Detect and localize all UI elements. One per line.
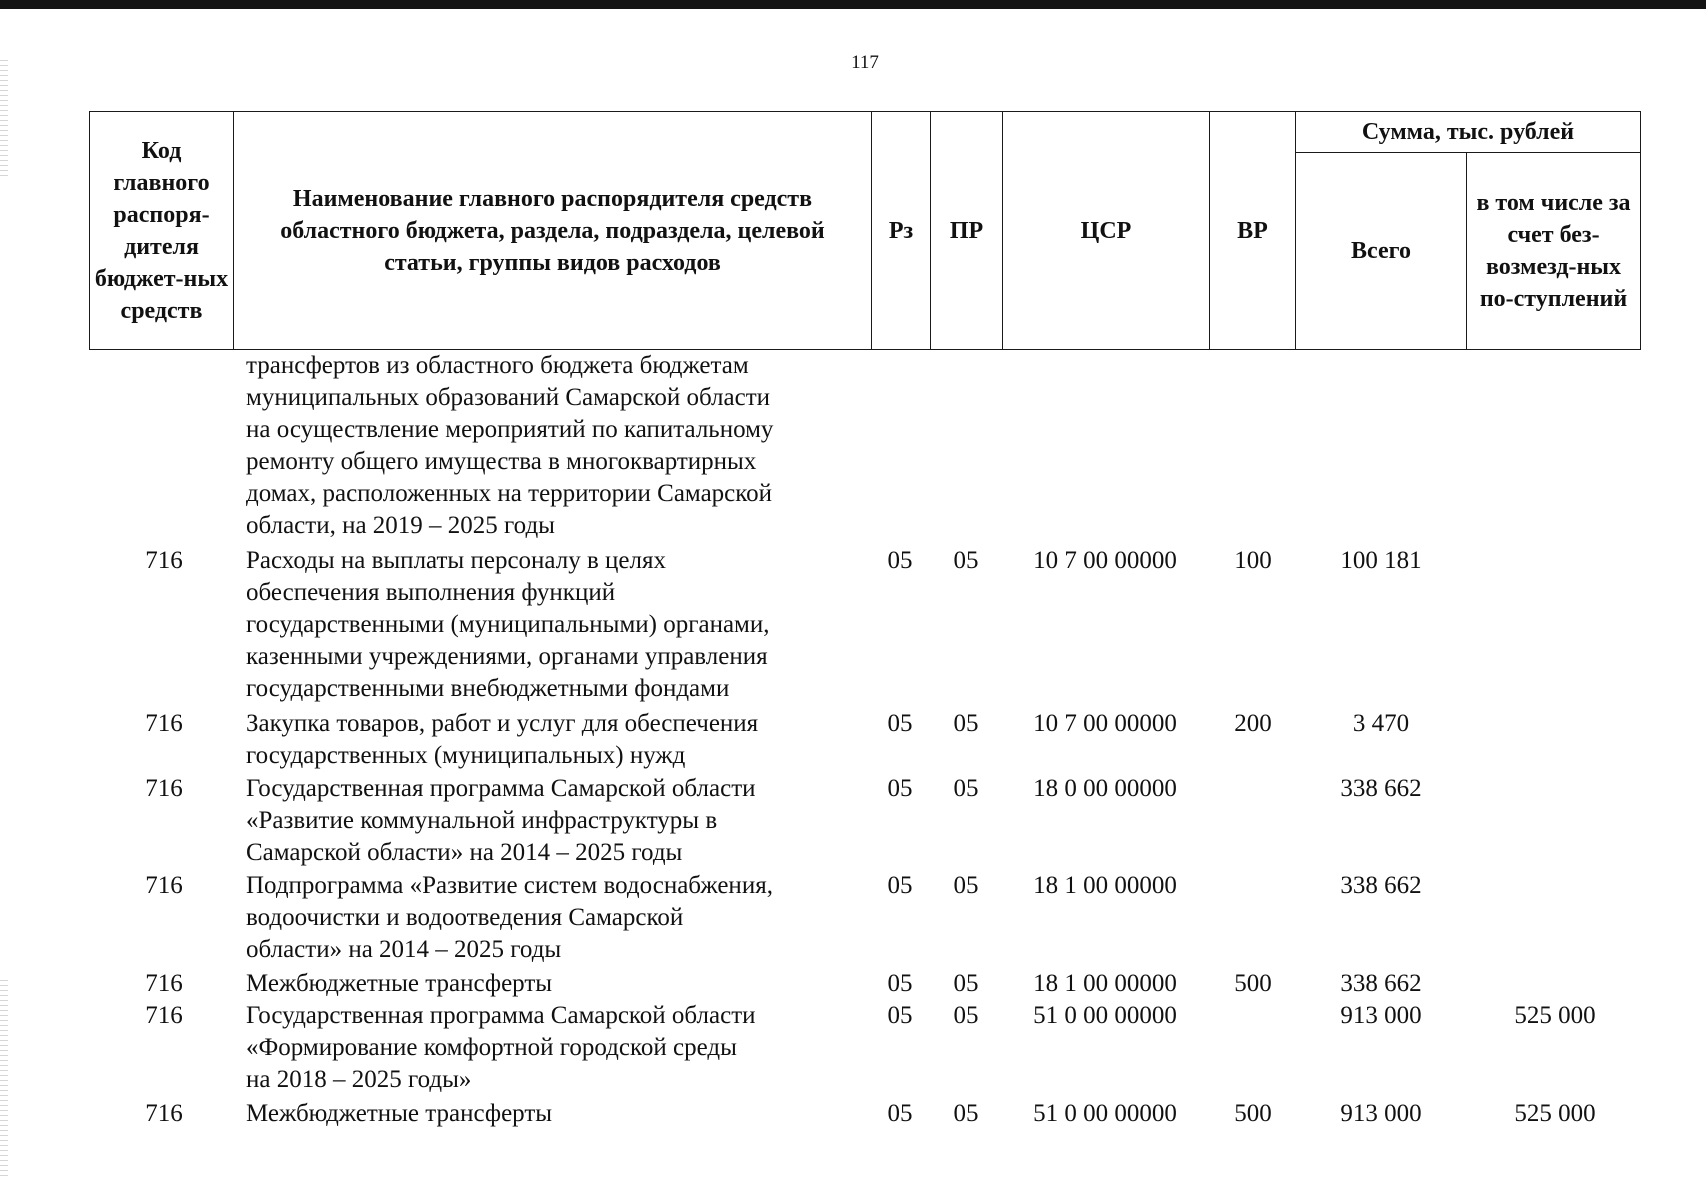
row-rz: 05 xyxy=(887,709,913,737)
scan-edge-noise xyxy=(0,60,8,180)
row-code: 716 xyxy=(145,774,183,802)
header-name: Наименование главного распорядителя средств областного бюджета, раздела, подраздела, целевой статьи, группы видов расходов xyxy=(234,112,872,350)
name-line: Подпрограмма «Развитие систем водоснабжения, xyxy=(246,872,773,899)
row-pr: 05 xyxy=(953,872,979,899)
name-line: государственными (муниципальными) органами, xyxy=(246,611,770,638)
row-name xyxy=(246,1000,866,1096)
name-line: «Развитие коммунальной инфраструктуры в xyxy=(246,806,718,834)
row-name xyxy=(246,870,866,966)
name-line: домах, расположенных на территории Самарской xyxy=(246,480,773,507)
page-number: 117 xyxy=(851,52,879,73)
name-line: на 2018 – 2025 годы» xyxy=(246,1066,472,1093)
header-grant: в том числе за счет без-возмезд-ных по-ступлений xyxy=(1467,153,1641,350)
row-pr: 05 xyxy=(953,774,979,802)
header-vr: ВР xyxy=(1210,112,1296,350)
name-line: Межбюджетные трансферты xyxy=(246,969,553,997)
row-total: 338 662 xyxy=(1340,969,1422,997)
row-csr: 18 1 00 00000 xyxy=(1033,872,1177,899)
row-csr: 18 0 00 00000 xyxy=(1033,774,1177,802)
name-line: области, на 2019 – 2025 годы xyxy=(246,512,555,539)
header-pr: ПР xyxy=(931,112,1003,350)
row-code: 716 xyxy=(145,969,183,997)
row-name xyxy=(246,773,866,869)
row-rz: 05 xyxy=(887,547,913,574)
row-grant: 525 000 xyxy=(1514,1099,1596,1127)
row-csr: 51 0 00 00000 xyxy=(1033,1099,1177,1127)
header-csr: ЦСР xyxy=(1003,112,1210,350)
row-name xyxy=(246,708,866,772)
row-total: 338 662 xyxy=(1340,774,1422,802)
name-line: муниципальных образований Самарской области xyxy=(246,384,771,411)
row-code: 716 xyxy=(145,872,183,899)
row-total: 3 470 xyxy=(1352,709,1410,737)
name-line: Государственная программа Самарской области xyxy=(246,774,756,802)
header-total: Всего xyxy=(1296,153,1467,350)
row-csr: 18 1 00 00000 xyxy=(1033,969,1177,997)
row-vr: 100 xyxy=(1234,547,1272,574)
name-line: Закупка товаров, работ и услуг для обеспечения xyxy=(246,709,759,737)
header-rz: Рз xyxy=(872,112,931,350)
row-grant: 525 000 xyxy=(1514,1002,1596,1029)
row-name xyxy=(246,968,866,1000)
name-line: водоочистки и водоотведения Самарской xyxy=(246,904,684,931)
name-line: государственных (муниципальных) нужд xyxy=(246,741,686,769)
row-name xyxy=(246,1098,866,1130)
row-pr: 05 xyxy=(953,1099,979,1127)
table-header xyxy=(89,111,1641,350)
name-line: Государственная программа Самарской области xyxy=(246,1002,756,1029)
row-code: 716 xyxy=(145,709,183,737)
row-rz: 05 xyxy=(887,1002,913,1029)
row-csr: 10 7 00 00000 xyxy=(1033,709,1177,737)
name-line: трансфертов из областного бюджета бюджетам xyxy=(246,352,749,379)
header-sum: Сумма, тыс. рублей xyxy=(1296,112,1641,153)
row-pr: 05 xyxy=(953,709,979,737)
name-line: государственными внебюджетными фондами xyxy=(246,675,730,702)
row-pr: 05 xyxy=(953,1002,979,1029)
row-rz: 05 xyxy=(887,872,913,899)
row-code: 716 xyxy=(145,1099,183,1127)
name-line: Расходы на выплаты персоналу в целях xyxy=(246,547,666,574)
row-pr: 05 xyxy=(953,969,979,997)
row-vr: 500 xyxy=(1234,1099,1272,1127)
row-code: 716 xyxy=(145,547,183,574)
row-vr: 500 xyxy=(1234,969,1272,997)
top-border-rule xyxy=(0,0,1706,9)
row-csr: 10 7 00 00000 xyxy=(1033,547,1177,574)
continuation-text xyxy=(246,350,866,542)
name-line: Самарской области» на 2014 – 2025 годы xyxy=(246,838,683,866)
name-line: области» на 2014 – 2025 годы xyxy=(246,936,562,963)
row-total: 100 181 xyxy=(1340,547,1422,574)
row-vr: 200 xyxy=(1234,709,1272,737)
row-rz: 05 xyxy=(887,1099,913,1127)
name-line: ремонту общего имущества в многоквартирных xyxy=(246,448,757,475)
row-csr: 51 0 00 00000 xyxy=(1033,1002,1177,1029)
name-line: Межбюджетные трансферты xyxy=(246,1099,553,1127)
row-total: 913 000 xyxy=(1340,1002,1422,1029)
row-name xyxy=(246,545,866,705)
row-code: 716 xyxy=(145,1002,183,1029)
row-pr: 05 xyxy=(953,547,979,574)
header-code: Код главного распоря-дителя бюджет-ных средств xyxy=(90,112,234,350)
name-line: на осуществление мероприятий по капитальному xyxy=(246,416,774,443)
scan-edge-noise xyxy=(0,980,8,1180)
name-line: обеспечения выполнения функций xyxy=(246,579,616,606)
row-rz: 05 xyxy=(887,969,913,997)
row-total: 913 000 xyxy=(1340,1099,1422,1127)
name-line: казенными учреждениями, органами управления xyxy=(246,643,768,670)
row-rz: 05 xyxy=(887,774,913,802)
row-total: 338 662 xyxy=(1340,872,1422,899)
name-line: «Формирование комфортной городской среды xyxy=(246,1034,737,1061)
